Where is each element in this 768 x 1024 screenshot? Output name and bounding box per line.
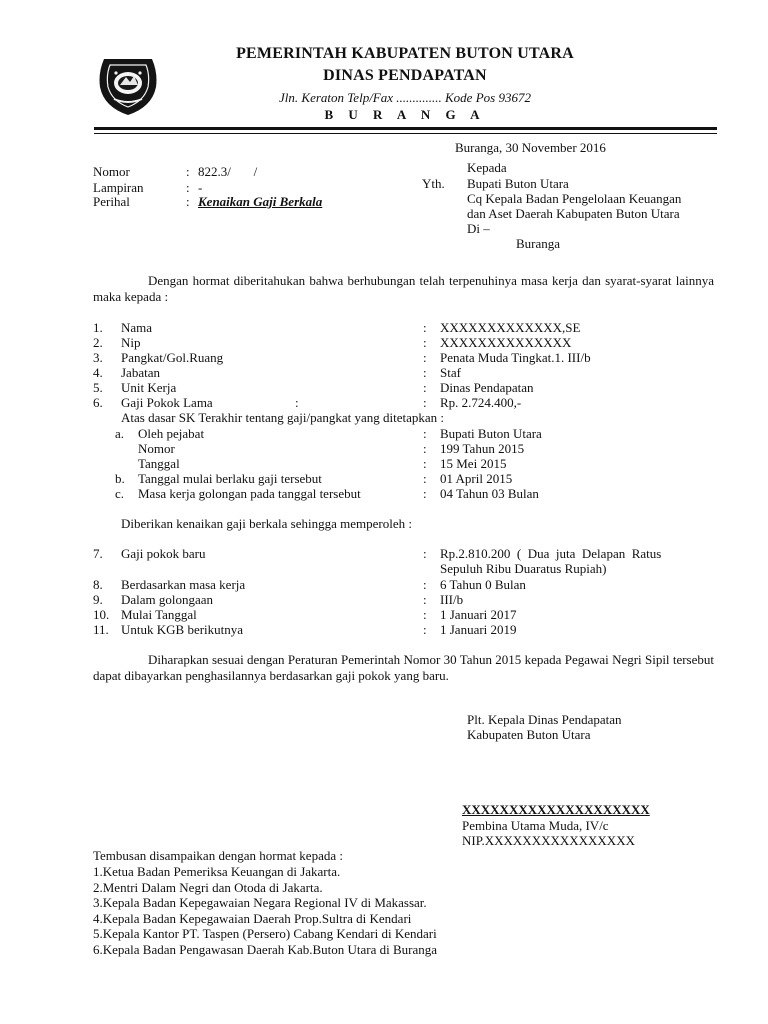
detail-number: 2. [93, 335, 103, 350]
salary-value: III/b [440, 592, 464, 607]
sk-colon: : [423, 441, 427, 456]
sk-value: 15 Mei 2015 [440, 456, 507, 471]
detail-value: Dinas Pendapatan [440, 380, 534, 395]
lampiran-colon: : [186, 180, 190, 195]
sk-colon: : [423, 456, 427, 471]
lampiran-label: Lampiran [93, 180, 144, 195]
signature-title-2: Kabupaten Buton Utara [467, 727, 591, 742]
sk-letter: b. [115, 471, 125, 486]
detail-label: Unit Kerja [121, 380, 177, 395]
recipient-line-1: Bupati Buton Utara [467, 176, 569, 191]
salary-label: Gaji pokok baru [121, 546, 206, 561]
tembusan-item: 5.Kepala Kantor PT. Taspen (Persero) Cabang Kendari di Kendari [93, 926, 437, 941]
regency-emblem [94, 55, 162, 117]
tembusan-item: 6.Kepala Badan Pengawasan Daerah Kab.Buton Utara di Buranga [93, 941, 438, 957]
sk-letter: c. [115, 486, 125, 501]
header-address: Jln. Keraton Telp/Fax .............. Kode Pos 93672 [279, 90, 531, 105]
detail-value: Rp. 2.724.400,- [440, 395, 522, 410]
detail-number: 6. [93, 395, 103, 410]
salary-value: 6 Tahun 0 Bulan [440, 577, 526, 592]
salary-colon: : [423, 622, 427, 637]
detail-number: 4. [93, 365, 103, 380]
detail-colon: : [423, 320, 427, 335]
diberikan-text: Diberikan kenaikan gaji berkala sehingga memperoleh : [121, 516, 412, 531]
detail-colon: : [423, 395, 427, 410]
detail-value: Staf [440, 365, 461, 380]
recipient-line-3: dan Aset Daerah Kabupaten Buton Utara [467, 206, 680, 221]
salary-number: 10. [93, 607, 110, 622]
tembusan-item: 3.Kepala Badan Kepegawaian Negara Regional IV di Makassar. [93, 895, 427, 910]
letter-date: Buranga, 30 November 2016 [455, 140, 606, 155]
sk-intro: Atas dasar SK Terakhir tentang gaji/pangkat yang ditetapkan : [121, 410, 445, 425]
header-agency-name: DINAS PENDAPATAN [323, 67, 487, 84]
salary-number: 9. [93, 592, 103, 607]
nomor-colon: : [186, 164, 190, 179]
header-city: B U R A N G A [324, 107, 486, 122]
perihal-label: Perihal [93, 194, 130, 209]
salary-colon: : [423, 577, 427, 592]
header-rule-thick [94, 127, 717, 130]
signature-title-1: Plt. Kepala Dinas Pendapatan [467, 712, 622, 727]
nomor-label: Nomor [93, 164, 130, 179]
recipient-line-5: Buranga [516, 236, 561, 251]
salary-colon: : [423, 592, 427, 607]
nomor-value: 822.3/ / [198, 164, 258, 179]
salary-label: Untuk KGB berikutnya [121, 622, 244, 637]
recipient-yth: Yth. [422, 176, 445, 191]
intro-paragraph: Dengan hormat diberitahukan bahwa berhubungan telah terpenuhinya masa kerja dan syarat-syarat lainnya maka kepada : [93, 273, 714, 304]
sk-colon: : [423, 426, 427, 441]
detail-colon: : [423, 380, 427, 395]
signature-name: XXXXXXXXXXXXXXXXXXXX [462, 802, 650, 817]
detail-label: Nip [121, 335, 141, 350]
recipient-kepada: Kepada [467, 160, 507, 175]
sk-label: Nomor [138, 441, 175, 456]
recipient-line-2: Cq Kepala Badan Pengelolaan Keuangan [467, 191, 682, 206]
header-rule-thin [94, 133, 717, 134]
detail-number: 5. [93, 380, 103, 395]
salary-label: Mulai Tanggal [121, 607, 197, 622]
salary-value: 1 Januari 2019 [440, 622, 517, 637]
salary-number: 7. [93, 546, 103, 561]
sk-value: 04 Tahun 03 Bulan [440, 486, 539, 501]
sk-letter: a. [115, 426, 125, 441]
header-government-name: PEMERINTAH KABUPATEN BUTON UTARA [236, 45, 574, 62]
sk-colon: : [423, 471, 427, 486]
salary-colon: : [423, 546, 427, 561]
detail-value: XXXXXXXXXXXXX,SE [440, 320, 581, 335]
signature-nip: NIP.XXXXXXXXXXXXXXXX [462, 833, 635, 848]
detail-number: 1. [93, 320, 103, 335]
sk-label: Oleh pejabat [138, 426, 205, 441]
sk-label: Tanggal [138, 456, 180, 471]
signature-rank: Pembina Utama Muda, IV/c [462, 818, 609, 833]
detail-colon: : [423, 335, 427, 350]
sk-value: 199 Tahun 2015 [440, 441, 525, 456]
tembusan-item: 1.Ketua Badan Pemeriksa Keuangan di Jakarta. [93, 864, 341, 879]
detail-number: 3. [93, 350, 103, 365]
detail-label: Nama [121, 320, 153, 335]
tembusan-heading: Tembusan disampaikan dengan hormat kepada : [93, 848, 343, 863]
closing-paragraph: Diharapkan sesuai dengan Peraturan Pemerintah Nomor 30 Tahun 2015 kepada Pegawai Negri Sipil tersebut dapat dibayarkan penghasilannya berdasarkan gaji pokok yang baru. [93, 652, 714, 683]
salary-label: Dalam golongaan [121, 592, 214, 607]
detail-label: Gaji Pokok Lama [121, 395, 213, 410]
sk-value: 01 April 2015 [440, 471, 513, 486]
salary-colon: : [423, 607, 427, 622]
perihal-value: Kenaikan Gaji Berkala [198, 194, 323, 209]
salary-number: 8. [93, 577, 103, 592]
detail-value: Penata Muda Tingkat.1. III/b [440, 350, 591, 365]
sk-value: Bupati Buton Utara [440, 426, 542, 441]
salary-value: Rp.2.810.200 ( Dua juta Delapan Ratus [440, 546, 662, 561]
sk-colon: : [423, 486, 427, 501]
salary-number: 11. [93, 622, 109, 637]
tembusan-item: 4.Kepala Badan Kepegawaian Daerah Prop.Sultra di Kendari [93, 910, 412, 926]
detail-colon: : [423, 365, 427, 380]
salary-value: 1 Januari 2017 [440, 607, 517, 622]
detail-value: XXXXXXXXXXXXXX [440, 335, 572, 350]
sk-label: Masa kerja golongan pada tanggal tersebut [138, 486, 361, 501]
lampiran-value: - [198, 180, 203, 195]
salary-value-line-2: Sepuluh Ribu Duaratus Rupiah) [440, 561, 607, 576]
detail-colon: : [423, 350, 427, 365]
sk-label: Tanggal mulai berlaku gaji tersebut [138, 471, 322, 486]
recipient-line-4: Di – [467, 221, 490, 236]
detail-label: Jabatan [121, 365, 160, 380]
perihal-colon: : [186, 194, 190, 209]
detail-colon-inline: : [295, 395, 299, 410]
salary-label: Berdasarkan masa kerja [121, 577, 246, 592]
detail-label: Pangkat/Gol.Ruang [121, 350, 224, 365]
tembusan-item: 2.Mentri Dalam Negri dan Otoda di Jakarta. [93, 879, 323, 895]
